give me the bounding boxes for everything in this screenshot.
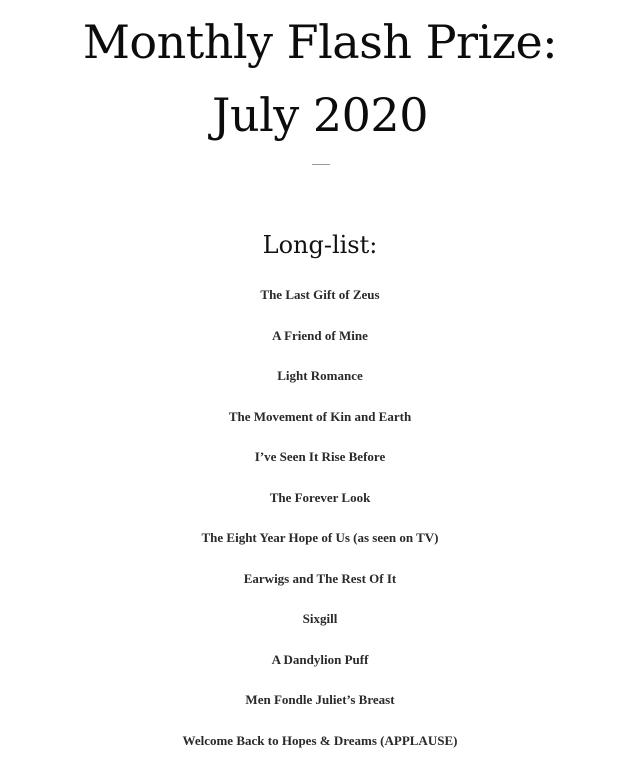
longlist-item: Earwigs and The Rest Of It — [243, 570, 397, 586]
page-title-line-1: Monthly Flash Prize: — [82, 15, 558, 69]
longlist-item: The Movement of Kin and Earth — [228, 408, 412, 424]
title-divider — [312, 164, 330, 165]
longlist-item: Welcome Back to Hopes & Dreams (APPLAUSE) — [182, 732, 458, 748]
longlist-heading: Long-list: — [262, 231, 378, 259]
longlist-item: A Friend of Mine — [272, 327, 368, 343]
longlist-item: The Eight Year Hope of Us (as seen on TV) — [201, 530, 439, 545]
page-title — [0, 6, 640, 152]
longlist-item: A Dandylion Puff — [271, 651, 369, 667]
longlist-item: The Forever Look — [269, 489, 371, 505]
longlist-item: Men Fondle Juliet’s Breast — [245, 692, 395, 707]
page-title-line-2: July 2020 — [212, 88, 428, 142]
longlist-item: I’ve Seen It Rise Before — [254, 449, 386, 464]
longlist — [0, 283, 640, 769]
longlist-item: The Last Gift of Zeus — [260, 287, 380, 302]
longlist-item: Light Romance — [277, 368, 363, 383]
longlist-item: Sixgill — [302, 611, 338, 626]
